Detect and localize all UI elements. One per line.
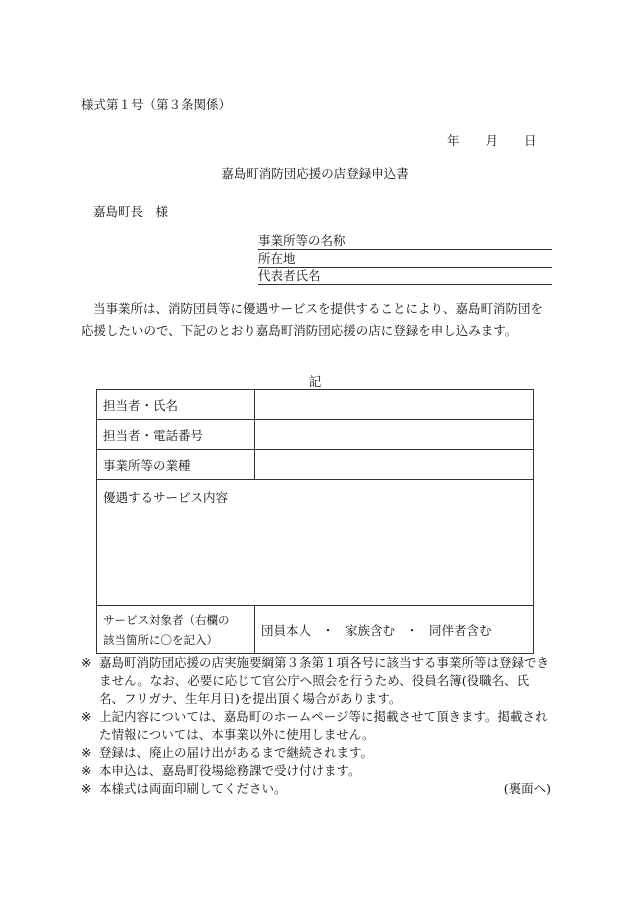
service-target-label-line1: サービス対象者（右欄の xyxy=(103,612,230,627)
service-target-options[interactable] xyxy=(255,606,534,654)
day-label: 日 xyxy=(524,133,537,148)
table-row xyxy=(97,390,534,420)
note-item xyxy=(81,762,551,780)
representative-name-field[interactable]: 代表者氏名 xyxy=(258,268,552,285)
month-label: 月 xyxy=(485,133,499,148)
note-text: 登録は、廃止の届け出があるまで継続されます。 xyxy=(99,745,374,760)
note-text: 本申込は、嘉島町役場総務課で受け付けます。 xyxy=(99,763,361,778)
contact-phone-cell[interactable] xyxy=(255,420,534,450)
service-content-label: 優遇するサービス内容 xyxy=(103,490,229,505)
service-target-label-line2: 該当箇所に〇を記入） xyxy=(103,632,218,647)
business-name-field[interactable]: 事業所等の名称 xyxy=(258,233,552,250)
contact-name-cell[interactable] xyxy=(255,390,534,420)
contact-name-label: 担当者・氏名 xyxy=(97,390,255,420)
document-title: 嘉島町消防団応援の店登録申込書 xyxy=(221,166,409,181)
note-item xyxy=(81,654,551,708)
note-text: 本様式は両面印刷してください。 xyxy=(99,781,287,796)
table-row xyxy=(97,450,534,480)
note-text: 上記内容については、嘉島町のホームページ等に掲載させて頂きます。掲載された情報については、本事業以外に使用しません。 xyxy=(99,709,548,742)
target-option-family[interactable]: 家族含む xyxy=(345,622,396,638)
target-option-companion[interactable]: 同伴者含む xyxy=(429,622,492,638)
note-text: 嘉島町消防団応援の店実施要綱第３条第１項各号に該当する事業所等は登録できません。なお、必要に応じて官公庁へ照会を行うため、役員名簿(役職名、氏名、フリガナ、生年月日)を提出頂く場合があります。 xyxy=(99,655,550,706)
application-table xyxy=(96,389,534,654)
back-page-note: (裏面へ) xyxy=(503,781,551,796)
note-mark: ※ xyxy=(81,781,92,796)
note-item xyxy=(81,708,551,744)
notes-section xyxy=(81,654,551,798)
year-label: 年 xyxy=(447,133,460,148)
target-option-member[interactable]: 団員本人 xyxy=(261,622,312,638)
option-separator: ・ xyxy=(405,622,419,638)
table-row xyxy=(97,606,534,654)
note-mark: ※ xyxy=(81,709,92,724)
addressee: 嘉島町長 様 xyxy=(93,204,169,219)
date-line xyxy=(447,131,537,149)
table-row xyxy=(97,480,534,606)
application-statement: 当事業所は、消防団員等に優遇サービスを提供することにより、嘉島町消防団を応援したいので、下記のとおり嘉島町消防団応援の店に登録を申し込みます。 xyxy=(81,301,544,338)
option-separator: ・ xyxy=(321,622,335,638)
note-item xyxy=(81,744,551,762)
form-number: 様式第１号（第３条関係） xyxy=(81,97,232,112)
service-target-label xyxy=(97,606,255,654)
note-mark: ※ xyxy=(81,655,92,670)
ki-label: 記 xyxy=(308,374,322,389)
note-item xyxy=(81,780,551,798)
note-mark: ※ xyxy=(81,745,92,760)
note-mark: ※ xyxy=(81,763,92,778)
business-type-label: 事業所等の業種 xyxy=(97,450,255,480)
service-content-cell[interactable] xyxy=(97,480,534,606)
business-type-cell[interactable] xyxy=(255,450,534,480)
address-field[interactable]: 所在地 xyxy=(258,251,552,268)
table-row xyxy=(97,420,534,450)
contact-phone-label: 担当者・電話番号 xyxy=(97,420,255,450)
